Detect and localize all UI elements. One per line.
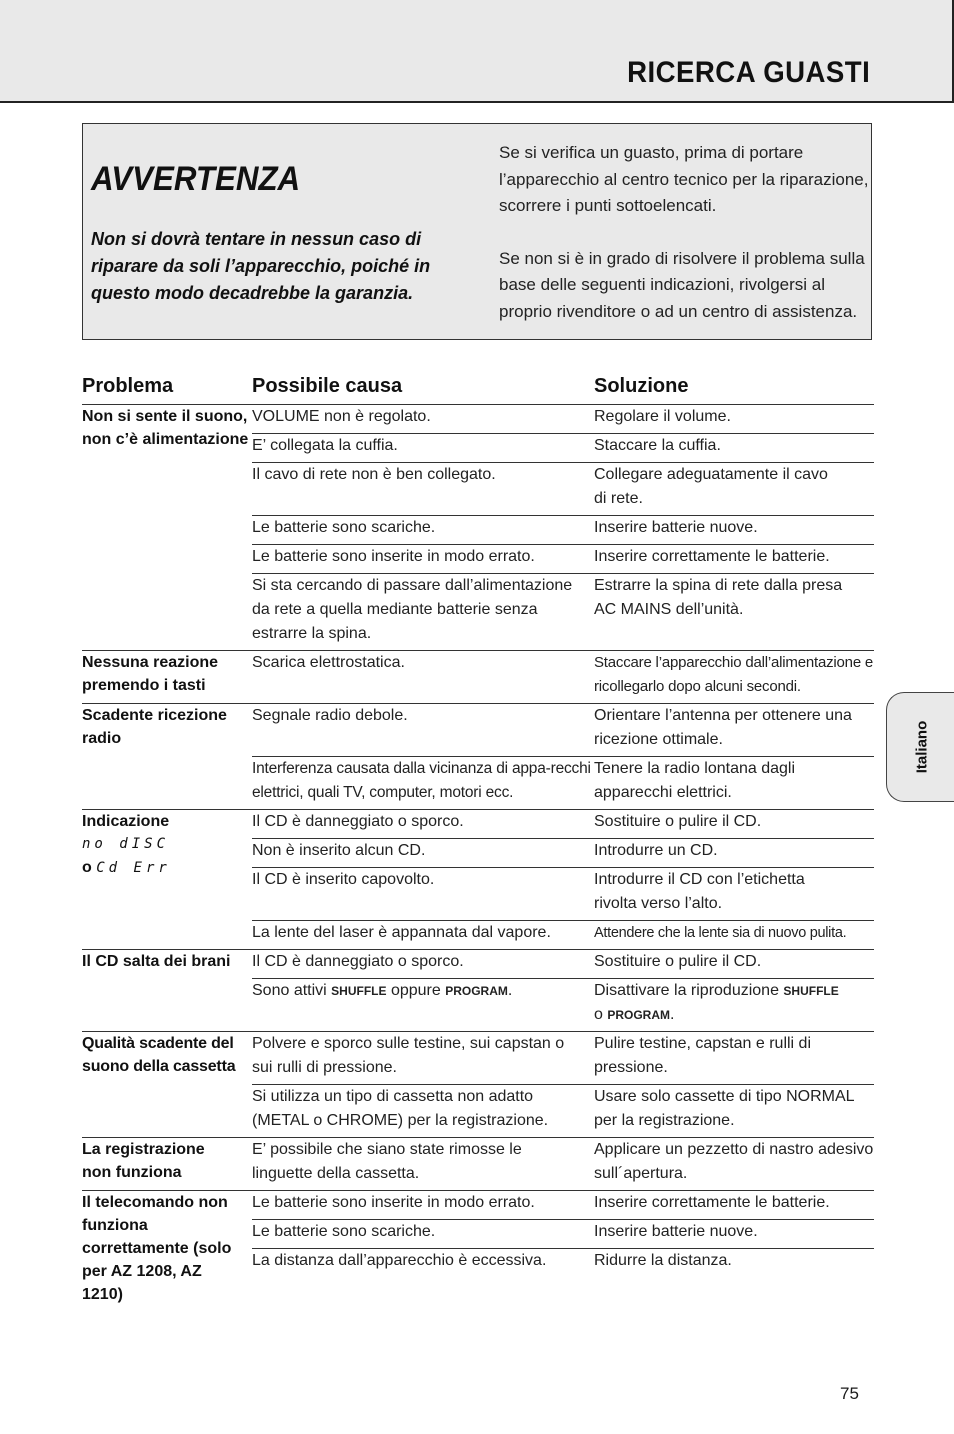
program-keyword: PROGRAM [607,1008,671,1022]
display-alternatives [82,856,252,880]
solution-cell: Introdurre il CD con l’etichetta rivolta verso l’alto. [594,871,805,912]
solution-cell: Pulire testine, capstan e rulli di pressione. [594,1035,811,1076]
table-row [252,867,874,920]
table-row [252,838,874,867]
cause-solution-list [252,651,874,703]
cause-cell: Il CD è danneggiato o sporco. [252,813,464,830]
solution-cell: Inserire correttamente le batterie. [594,548,830,565]
cause-solution-list [252,1032,874,1137]
warning-title: AVVERTENZA [91,160,301,198]
cause-cell: Si sta cercando di passare dall’alimentazione da rete a quella mediante batterie senza estrarre la spina. [252,577,573,642]
table-row [252,405,874,433]
table-header [82,374,874,405]
table-row [252,1084,874,1137]
problem-label: Qualità scadente del suono della cassetta [82,1035,236,1075]
problem-group [82,704,874,810]
problem-group [82,950,874,1032]
cause-cell: E’ possibile che siano state rimosse le linguette della cassetta. [252,1141,522,1182]
solution-cell: Inserire batterie nuove. [594,1223,758,1240]
problem-group [82,651,874,704]
solution-cell: Introdurre un CD. [594,842,718,859]
table-row [252,1138,874,1190]
solution-text: Disattivare la riproduzione [594,982,784,999]
table-row [252,704,874,756]
cause-cell: E’ collegata la cuffia. [252,437,398,454]
header-band [0,0,954,103]
cause-cell: La lente del laser è appannata dal vapore. [252,924,551,941]
shuffle-keyword: SHUFFLE [783,984,839,998]
problem-label: La registrazione non funziona [82,1141,205,1181]
cause-cell: Il CD è inserito capovolto. [252,871,435,888]
cause-solution-list [252,1191,874,1310]
solution-cell: Staccare l’apparecchio dall’alimentazione e ricollegarlo dopo alcuni secondi. [594,654,874,695]
solution-cell: Sostituire o pulire il CD. [594,813,762,830]
cause-cell: Interferenza causata dalla vicinanza di appa-recchi elettrici, quali TV, computer, motori ecc. [252,760,591,801]
solution-cell: Estrarre la spina di rete dalla presa AC MAINS dell’unità. [594,577,843,618]
table-row [252,651,874,703]
cause-text: Sono attivi [252,982,332,999]
language-label: Italiano [913,720,930,774]
warning-text: Non si dovrà tentare in nessun caso di riparare da soli l’apparecchio, poiché in questo modo decadrebbe la garanzia. [91,229,431,303]
solution-cell: Orientare l’antenna per ottenere una ricezione ottimale. [594,707,852,748]
cause-cell: La distanza dall’apparecchio è eccessiva. [252,1252,547,1269]
cause-cell: Le batterie sono inserite in modo errato. [252,1194,535,1211]
cause-cell: Il CD è danneggiato o sporco. [252,953,464,970]
program-keyword: PROGRAM [445,984,508,998]
cause-solution-list [252,950,874,1031]
solution-cell: Tenere la radio lontana dagli apparecchi elettrici. [594,760,796,801]
cause-cell: Si utilizza un tipo di cassetta non adatto (METAL o CHROME) per la registrazione. [252,1088,549,1129]
cause-cell: Il cavo di rete non è ben collegato. [252,466,496,483]
table-row [252,1191,874,1219]
problem-label: Scadente ricezione radio [82,707,227,747]
or-conjunction: o [82,859,92,876]
cause-cell: Scarica elettrostatica. [252,654,405,671]
lcd-display-no-disc: no dISC [82,836,170,852]
table-row [252,515,874,544]
solution-cell: Usare solo cassette di tipo NORMAL per la registrazione. [594,1088,854,1129]
solution-cell: Staccare la cuffia. [594,437,721,454]
cause-cell: Le batterie sono scariche. [252,1223,436,1240]
problem-group [82,1138,874,1191]
problem-label: Nessuna reazione premendo i tasti [82,654,219,694]
table-row [252,1032,874,1084]
lcd-display-cd-err: Cd Err [96,860,171,876]
table-row [252,544,874,573]
solution-cell: Applicare un pezzetto di nastro adesivo sull´apertura. [594,1141,874,1182]
table-row [252,920,874,949]
solution-cell: Collegare adeguatamente il cavo di rete. [594,466,828,507]
language-tab [886,692,954,802]
warning-intro [499,140,871,351]
cause-cell: Polvere e sporco sulle testine, sui capstan o sui rulli di pressione. [252,1035,565,1076]
cause-text: oppure [386,982,446,999]
indicator-label: Indicazione [82,813,170,830]
table-row [252,1249,874,1277]
header-problem: Problema [82,375,174,397]
problem-group [82,405,874,651]
header-solution: Soluzione [594,375,689,397]
problem-label [82,810,252,949]
shuffle-keyword: SHUFFLE [331,984,387,998]
solution-cell: Inserire correttamente le batterie. [594,1194,830,1211]
intro-paragraph-2: Se non si è in grado di risolvere il problema sulla base delle seguenti indicazioni, rivolgersi al proprio rivenditore o ad un centro di assistenza. [499,248,865,321]
cause-solution-list [252,405,874,650]
cause-cell [252,979,594,1031]
problem-group [82,1032,874,1138]
table-row [252,573,874,650]
problem-label: Il telecomando non funziona correttamente (solo per AZ 1208, AZ 1210) [82,1194,232,1303]
cause-cell: Non è inserito alcun CD. [252,842,426,859]
solution-cell: Inserire batterie nuove. [594,519,758,536]
warning-box [82,123,872,340]
cause-cell: Le batterie sono scariche. [252,519,436,536]
table-row [252,950,874,978]
problem-group [82,1191,874,1310]
solution-cell: Sostituire o pulire il CD. [594,953,762,970]
solution-cell [594,979,874,1031]
cause-solution-list [252,810,874,949]
table-row [252,978,874,1031]
troubleshooting-table [82,374,874,1310]
intro-paragraph-1: Se si verifica un guasto, prima di portare l’apparecchio al centro tecnico per la riparazione, scorrere i punti sottoelencati. [499,143,869,215]
table-row [252,756,874,809]
table-row [252,433,874,462]
cause-cell: Segnale radio debole. [252,707,408,724]
solution-cell: Attendere che la lente sia di nuovo pulita. [594,925,847,941]
cause-cell: Le batterie sono inserite in modo errato. [252,548,535,565]
problem-label: Non si sente il suono, non c’è alimentazione [82,408,249,448]
page-number: 75 [840,1384,859,1403]
table-row [252,810,874,838]
table-row [252,1219,874,1249]
cause-solution-list [252,1138,874,1190]
cause-text: . [507,982,513,999]
solution-text: o [594,1006,608,1023]
cause-solution-list [252,704,874,809]
solution-cell: Ridurre la distanza. [594,1252,732,1269]
page-title: RICERCA GUASTI [626,56,870,89]
header-cause: Possibile causa [252,375,403,397]
cause-cell: VOLUME non è regolato. [252,408,431,425]
table-row [252,462,874,515]
problem-group [82,810,874,950]
solution-text: . [670,1006,675,1023]
problem-label: Il CD salta dei brani [82,953,231,970]
solution-cell: Regolare il volume. [594,408,731,425]
